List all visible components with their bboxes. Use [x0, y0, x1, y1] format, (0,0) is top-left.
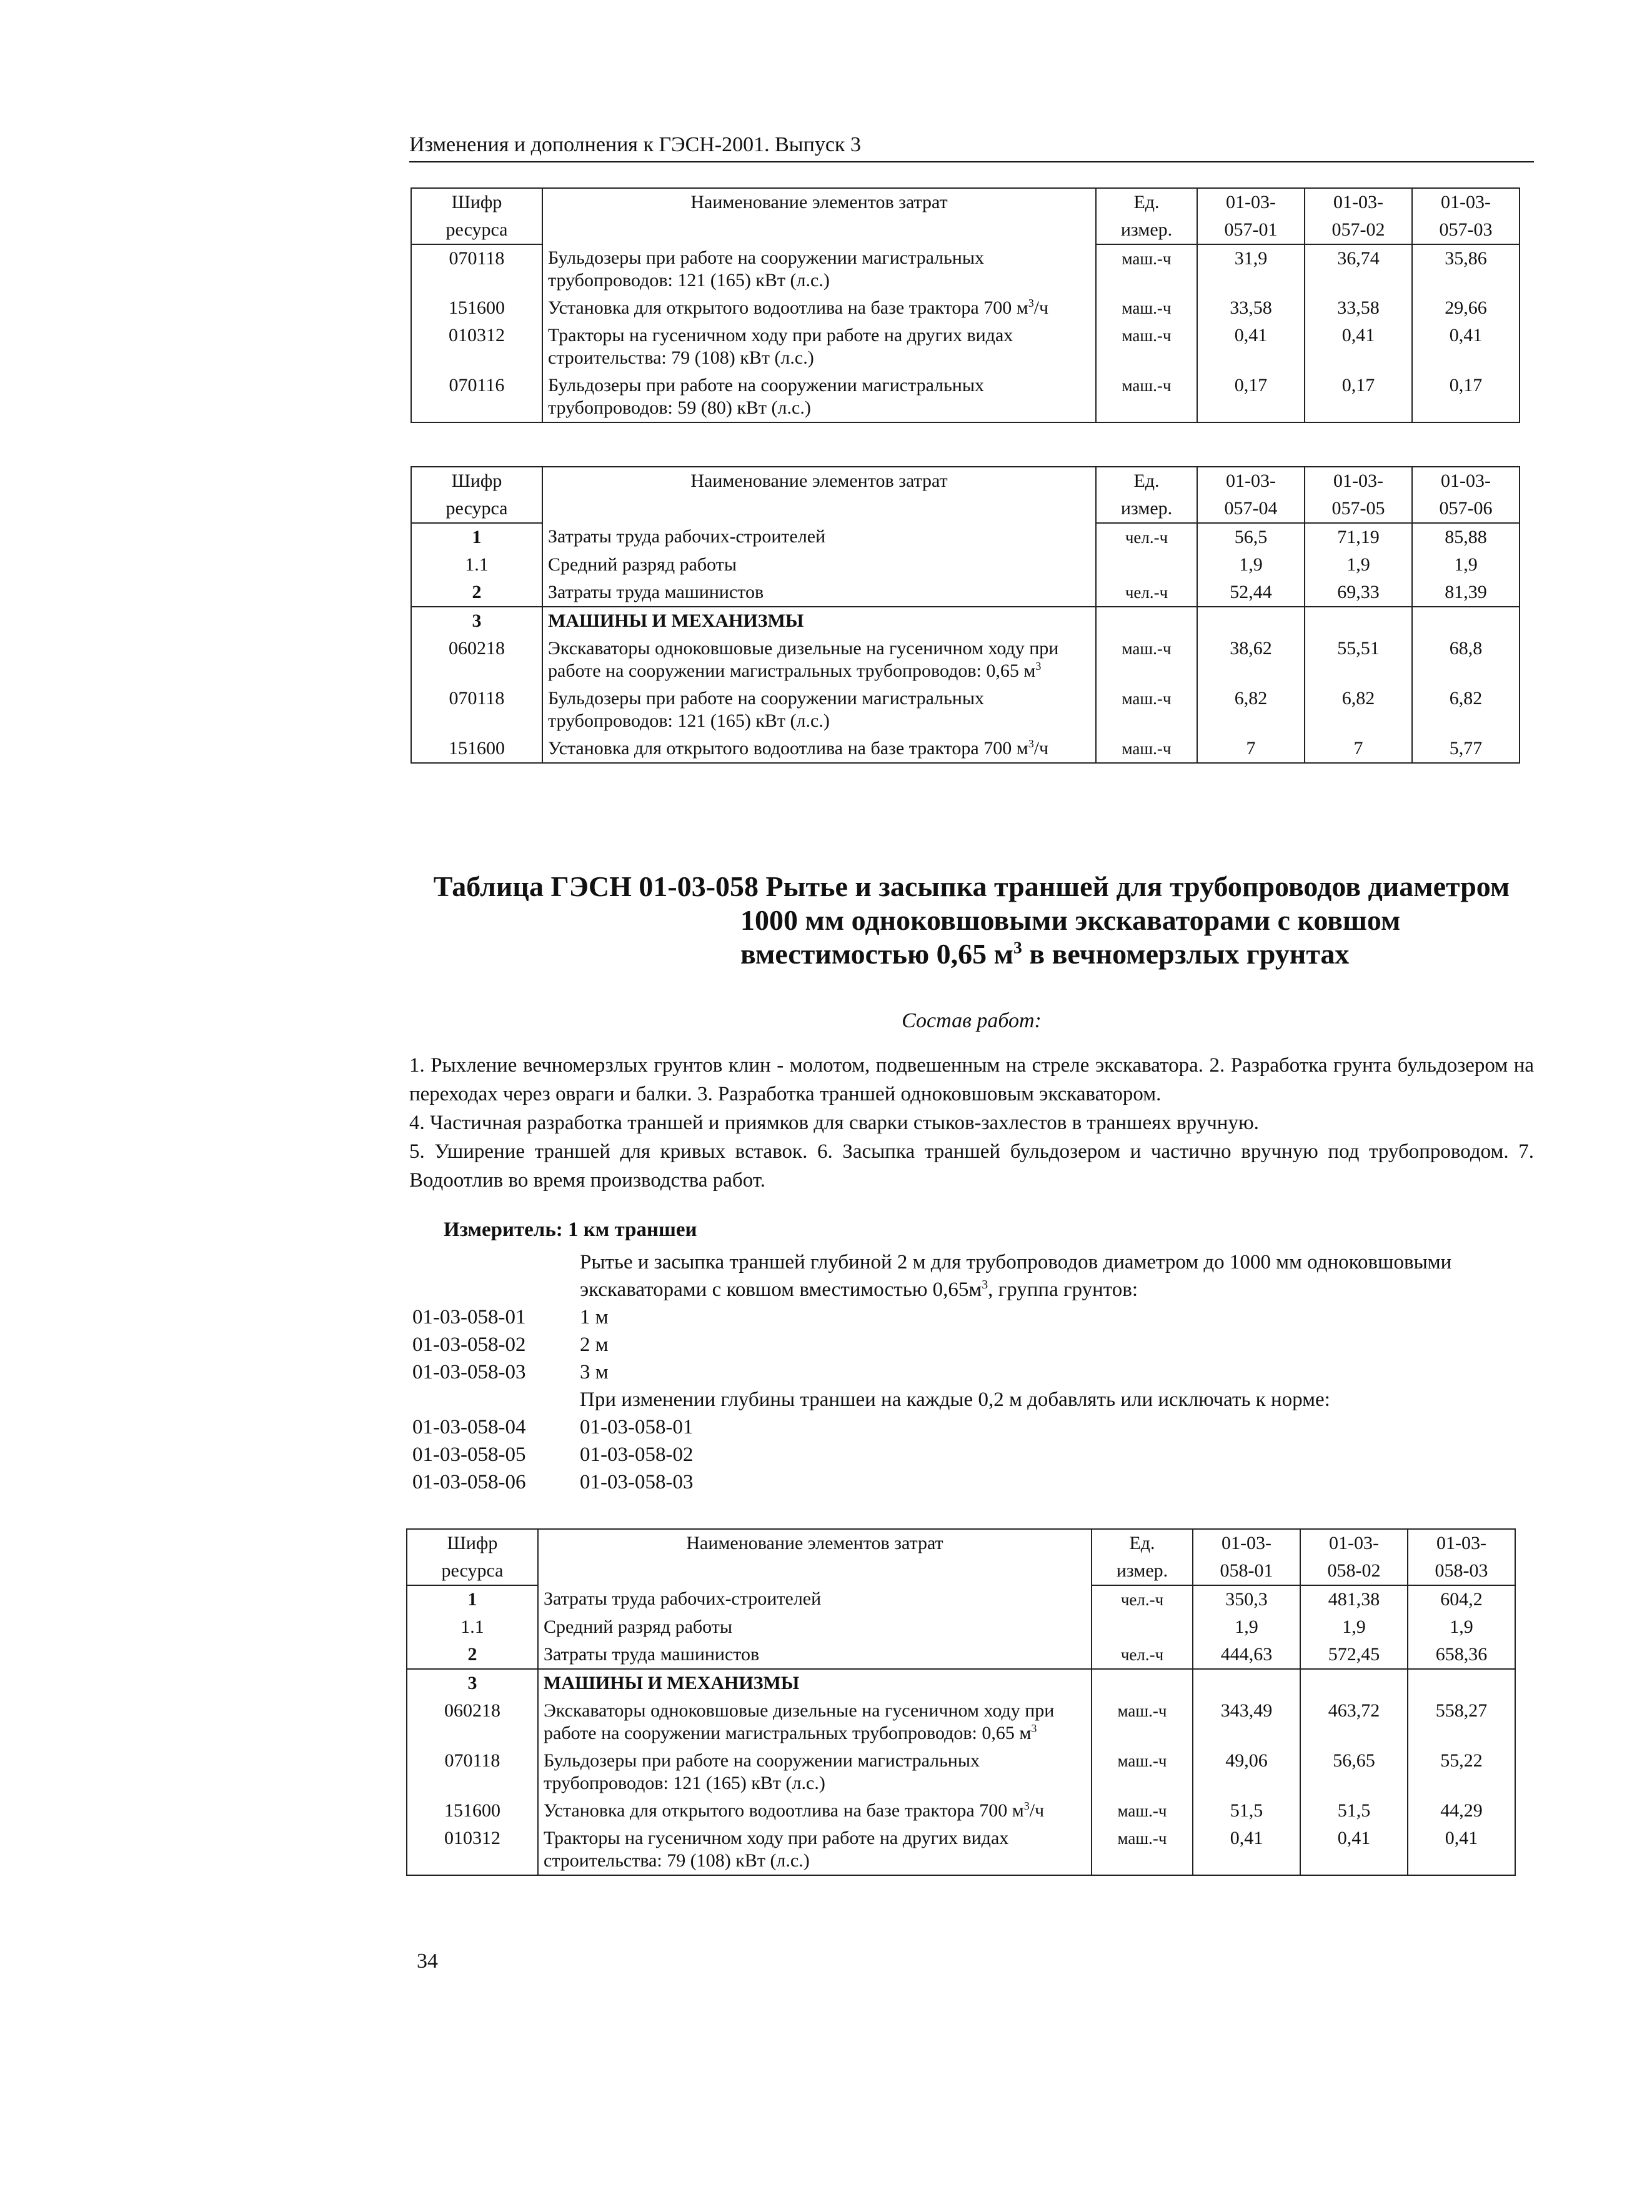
- table-row: [407, 1747, 1515, 1797]
- list-item: [412, 1468, 1537, 1496]
- row-code: 2: [407, 1641, 538, 1669]
- row-value-3: 55,22: [1408, 1747, 1515, 1797]
- header-col-2: 01-03-: [1305, 188, 1412, 216]
- norm-text: 3 м: [580, 1361, 609, 1383]
- row-value-3: 0,17: [1412, 372, 1520, 422]
- table-title-line-2: 1000 мм одноковшовыми экскаваторами с ковшом: [740, 904, 1401, 936]
- table-header: [411, 467, 1520, 523]
- row-code: 3: [411, 607, 542, 635]
- row-value-1: 51,5: [1193, 1797, 1300, 1825]
- row-value-1: 31,9: [1197, 244, 1305, 294]
- row-value-2: 0,41: [1305, 322, 1412, 372]
- list-item: [412, 1413, 1537, 1441]
- list-item: [412, 1331, 1537, 1358]
- row-value-2: 481,38: [1300, 1585, 1408, 1613]
- table-header: [411, 188, 1520, 244]
- table-header: [407, 1529, 1515, 1585]
- row-value-2: 0,17: [1305, 372, 1412, 422]
- header-unit: Ед.: [1092, 1529, 1193, 1557]
- row-value-1: [1193, 1669, 1300, 1697]
- row-value-2: 56,65: [1300, 1747, 1408, 1797]
- norm-text: 2 м: [580, 1333, 609, 1356]
- row-value-3: 658,36: [1408, 1641, 1515, 1669]
- row-unit: [1092, 1669, 1193, 1697]
- row-value-2: 33,58: [1305, 294, 1412, 322]
- norm-description: [580, 1248, 1555, 1303]
- row-value-1: 343,49: [1193, 1697, 1300, 1747]
- row-value-2: 69,33: [1305, 579, 1412, 607]
- superscript: 3: [1023, 1800, 1030, 1812]
- table-title-line-3a: вместимостью 0,65 м: [740, 938, 1013, 970]
- row-value-3: 85,88: [1412, 523, 1520, 551]
- row-value-3: 35,86: [1412, 244, 1520, 294]
- table-row: [407, 1697, 1515, 1747]
- row-value-1: [1197, 607, 1305, 635]
- resource-table-057-04-06: [411, 466, 1520, 764]
- row-unit: маш.-ч: [1096, 635, 1197, 685]
- table-row: [407, 1797, 1515, 1825]
- meter-line: [444, 1218, 697, 1242]
- header-col-2-2: 057-02: [1305, 216, 1412, 244]
- row-value-1: 350,3: [1193, 1585, 1300, 1613]
- row-value-1: 0,41: [1197, 322, 1305, 372]
- header-col-3: 01-03-: [1408, 1529, 1515, 1557]
- row-value-3: 81,39: [1412, 579, 1520, 607]
- norm-code: 01-03-058-02: [412, 1333, 526, 1356]
- row-unit: маш.-ч: [1092, 1797, 1193, 1825]
- row-value-3: 29,66: [1412, 294, 1520, 322]
- row-value-3: 0,41: [1412, 322, 1520, 372]
- row-name: МАШИНЫ И МЕХАНИЗМЫ: [538, 1669, 1092, 1697]
- header-col-1: 01-03-: [1197, 467, 1305, 495]
- row-code: 070118: [407, 1747, 538, 1797]
- row-name-text: Установка для открытого водоотлива на базе трактора 700 м: [548, 297, 1028, 318]
- table-title: [409, 870, 1534, 971]
- row-code: 1.1: [407, 1613, 538, 1641]
- table-section-row: [411, 607, 1520, 635]
- table-row: [411, 635, 1520, 685]
- row-value-3: [1408, 1669, 1515, 1697]
- row-name: [542, 635, 1096, 685]
- row-value-1: 444,63: [1193, 1641, 1300, 1669]
- table-row: [411, 735, 1520, 763]
- list-item: [412, 1441, 1537, 1468]
- row-unit: маш.-ч: [1092, 1825, 1193, 1875]
- row-value-2: 36,74: [1305, 244, 1412, 294]
- row-name: Бульдозеры при работе на сооружении магистральных трубопроводов: 59 (80) кВт (л.с.): [542, 372, 1096, 422]
- row-unit: маш.-ч: [1096, 685, 1197, 735]
- header-code-2: ресурса: [407, 1557, 538, 1585]
- header-col-3-2: 057-06: [1412, 495, 1520, 523]
- row-value-3: 604,2: [1408, 1585, 1515, 1613]
- row-value-2: 7: [1305, 735, 1412, 763]
- meter-value: 1 км траншеи: [568, 1218, 697, 1241]
- row-code: 2: [411, 579, 542, 607]
- superscript: 3: [1035, 660, 1042, 672]
- norm-description-tail: , группа грунтов:: [988, 1278, 1138, 1301]
- norm-list: [412, 1303, 1537, 1496]
- row-unit: маш.-ч: [1092, 1697, 1193, 1747]
- row-value-1: 52,44: [1197, 579, 1305, 607]
- superscript: 3: [1013, 937, 1022, 957]
- row-value-2: 1,9: [1300, 1613, 1408, 1641]
- composition-heading: Состав работ:: [902, 1009, 1042, 1032]
- header-col-3: 01-03-: [1412, 467, 1520, 495]
- table-row: [411, 372, 1520, 422]
- row-unit: чел.-ч: [1092, 1641, 1193, 1669]
- row-value-2: 1,9: [1305, 551, 1412, 579]
- row-value-2: 6,82: [1305, 685, 1412, 735]
- row-unit: маш.-ч: [1096, 244, 1197, 294]
- header-unit-2: измер.: [1096, 495, 1197, 523]
- row-name: [538, 1697, 1092, 1747]
- header-name: Наименование элементов затрат: [542, 188, 1096, 244]
- table-row: [411, 244, 1520, 294]
- row-name: [538, 1797, 1092, 1825]
- resource-table-058-01-03: [406, 1528, 1516, 1876]
- row-value-3: [1412, 607, 1520, 635]
- table-row: [407, 1613, 1515, 1641]
- header-col-1-2: 057-04: [1197, 495, 1305, 523]
- row-name-text: Экскаваторы одноковшовые дизельные на гусеничном ходу при работе на сооружении магистральных трубопроводов: 0,65 м: [548, 638, 1059, 681]
- composition-paragraph-2: 4. Частичная разработка траншей и приямков для сварки стыков-захлестов в траншеях вручную.: [409, 1112, 1259, 1134]
- row-value-3: 6,82: [1412, 685, 1520, 735]
- superscript: 3: [1031, 1722, 1037, 1735]
- header-col-3: 01-03-: [1412, 188, 1520, 216]
- header-col-2: 01-03-: [1300, 1529, 1408, 1557]
- row-name: Затраты труда машинистов: [538, 1641, 1092, 1669]
- row-value-1: 7: [1197, 735, 1305, 763]
- resource-table-057-01-03: [411, 187, 1520, 423]
- table-row: [411, 579, 1520, 607]
- row-unit: маш.-ч: [1096, 322, 1197, 372]
- row-name: Тракторы на гусеничном ходу при работе на других видах строительства: 79 (108) кВт (л.с.): [538, 1825, 1092, 1875]
- row-code: 3: [407, 1669, 538, 1697]
- norm-text: 01-03-058-02: [580, 1443, 694, 1466]
- row-value-1: 1,9: [1193, 1613, 1300, 1641]
- row-code: 070118: [411, 685, 542, 735]
- row-name: Средний разряд работы: [542, 551, 1096, 579]
- norm-text: 01-03-058-03: [580, 1471, 694, 1493]
- row-value-3: 1,9: [1408, 1613, 1515, 1641]
- list-note: [412, 1386, 1537, 1413]
- row-value-1: 0,17: [1197, 372, 1305, 422]
- row-code: 060218: [407, 1697, 538, 1747]
- header-col-3-2: 058-03: [1408, 1557, 1515, 1585]
- row-name: МАШИНЫ И МЕХАНИЗМЫ: [542, 607, 1096, 635]
- table-row: [407, 1641, 1515, 1669]
- table-row: [407, 1585, 1515, 1613]
- header-code-2: ресурса: [411, 216, 542, 244]
- header-name: Наименование элементов затрат: [542, 467, 1096, 523]
- row-name: Затраты труда рабочих-строителей: [538, 1585, 1092, 1613]
- table-title-line-3b: в вечномерзлых грунтах: [1022, 938, 1350, 970]
- table-row: [407, 1825, 1515, 1875]
- row-value-1: 49,06: [1193, 1747, 1300, 1797]
- row-value-1: 0,41: [1193, 1825, 1300, 1875]
- row-value-2: [1300, 1669, 1408, 1697]
- row-name: Затраты труда рабочих-строителей: [542, 523, 1096, 551]
- row-value-2: 572,45: [1300, 1641, 1408, 1669]
- header-code: Шифр: [407, 1529, 538, 1557]
- row-unit: маш.-ч: [1096, 372, 1197, 422]
- row-value-1: 56,5: [1197, 523, 1305, 551]
- row-name: [542, 735, 1096, 763]
- row-value-3: 558,27: [1408, 1697, 1515, 1747]
- header-col-1: 01-03-: [1193, 1529, 1300, 1557]
- header-unit-2: измер.: [1092, 1557, 1193, 1585]
- norm-text: 01-03-058-01: [580, 1416, 694, 1438]
- row-value-2: 51,5: [1300, 1797, 1408, 1825]
- row-name-text: Установка для открытого водоотлива на базе трактора 700 м: [544, 1800, 1024, 1821]
- header-col-3-2: 057-03: [1412, 216, 1520, 244]
- row-name-tail: /ч: [1029, 1800, 1045, 1821]
- row-code: 060218: [411, 635, 542, 685]
- row-name: Затраты труда машинистов: [542, 579, 1096, 607]
- row-name: Бульдозеры при работе на сооружении магистральных трубопроводов: 121 (165) кВт (л.с.): [538, 1747, 1092, 1797]
- row-name-text: Экскаваторы одноковшовые дизельные на гусеничном ходу при работе на сооружении магистральных трубопроводов: 0,65 м: [544, 1700, 1055, 1743]
- row-unit: чел.-ч: [1096, 579, 1197, 607]
- norm-description-text: Рытье и засыпка траншей глубиной 2 м для трубопроводов диаметром до 1000 мм одноковшовыми экскаваторами с ковшом вместимостью 0,65м: [580, 1251, 1452, 1301]
- row-unit: маш.-ч: [1096, 735, 1197, 763]
- norm-text: 1 м: [580, 1306, 609, 1328]
- row-name: Бульдозеры при работе на сооружении магистральных трубопроводов: 121 (165) кВт (л.с.): [542, 685, 1096, 735]
- norm-code: 01-03-058-05: [412, 1443, 526, 1466]
- row-name: [542, 294, 1096, 322]
- list-item: [412, 1303, 1537, 1331]
- header-unit: Ед.: [1096, 188, 1197, 216]
- row-unit: [1092, 1613, 1193, 1641]
- row-name-tail: /ч: [1033, 738, 1049, 759]
- row-unit: чел.-ч: [1096, 523, 1197, 551]
- row-code: 010312: [411, 322, 542, 372]
- running-header: Изменения и дополнения к ГЭСН-2001. Выпуск 3: [409, 133, 861, 156]
- row-value-3: 0,41: [1408, 1825, 1515, 1875]
- norm-code: 01-03-058-06: [412, 1471, 526, 1493]
- norm-code: 01-03-058-04: [412, 1416, 526, 1438]
- table-section-row: [407, 1669, 1515, 1697]
- superscript: 3: [1028, 737, 1034, 750]
- row-value-1: 6,82: [1197, 685, 1305, 735]
- row-unit: маш.-ч: [1092, 1747, 1193, 1797]
- row-unit: [1096, 551, 1197, 579]
- header-name: Наименование элементов затрат: [538, 1529, 1092, 1585]
- row-value-3: 5,77: [1412, 735, 1520, 763]
- table-title-line-3: [409, 937, 1534, 971]
- page-number: 34: [417, 1950, 438, 1973]
- header-col-1-2: 057-01: [1197, 216, 1305, 244]
- row-name: Средний разряд работы: [538, 1613, 1092, 1641]
- table-row: [411, 294, 1520, 322]
- row-code: 151600: [411, 294, 542, 322]
- table-row: [411, 322, 1520, 372]
- row-unit: чел.-ч: [1092, 1585, 1193, 1613]
- row-value-2: [1305, 607, 1412, 635]
- composition-paragraph-1: 1. Рыхление вечномерзлых грунтов клин - молотом, подвешенным на стреле экскаватора. 2. Разработка грунта бульдозером на переходах через овраги и балки. 3. Разработка траншей одноковшовым экскаватором.: [409, 1054, 1534, 1105]
- header-unit: Ед.: [1096, 467, 1197, 495]
- row-value-2: 55,51: [1305, 635, 1412, 685]
- row-code: 151600: [411, 735, 542, 763]
- row-value-2: 463,72: [1300, 1697, 1408, 1747]
- depth-change-note: При изменении глубины траншеи на каждые 0,2 м добавлять или исключать к норме:: [580, 1388, 1330, 1411]
- header-col-1: 01-03-: [1197, 188, 1305, 216]
- norm-code: 01-03-058-03: [412, 1361, 526, 1383]
- row-value-3: 68,8: [1412, 635, 1520, 685]
- table-row: [411, 551, 1520, 579]
- superscript: 3: [1028, 297, 1034, 309]
- header-col-2-2: 058-02: [1300, 1557, 1408, 1585]
- row-value-1: 33,58: [1197, 294, 1305, 322]
- header-col-2: 01-03-: [1305, 467, 1412, 495]
- row-unit: [1096, 607, 1197, 635]
- row-value-1: 38,62: [1197, 635, 1305, 685]
- row-value-2: 0,41: [1300, 1825, 1408, 1875]
- table-title-line-1: Таблица ГЭСН 01-03-058 Рытье и засыпка траншей для трубопроводов диаметром: [433, 870, 1510, 902]
- row-name-tail: /ч: [1033, 297, 1049, 318]
- list-item: [412, 1358, 1537, 1386]
- row-name: Бульдозеры при работе на сооружении магистральных трубопроводов: 121 (165) кВт (л.с.): [542, 244, 1096, 294]
- row-code: 1: [407, 1585, 538, 1613]
- composition-paragraph-3: 5. Уширение траншей для кривых вставок. 6. Засыпка траншей бульдозером и частично вручную под трубопроводом. 7. Водоотлив во время производства работ.: [409, 1140, 1534, 1192]
- row-code: 070118: [411, 244, 542, 294]
- row-unit: маш.-ч: [1096, 294, 1197, 322]
- table-row: [411, 685, 1520, 735]
- row-code: 1.1: [411, 551, 542, 579]
- row-name-text: Установка для открытого водоотлива на базе трактора 700 м: [548, 738, 1028, 759]
- header-code-2: ресурса: [411, 495, 542, 523]
- header-col-2-2: 057-05: [1305, 495, 1412, 523]
- norm-code: 01-03-058-01: [412, 1306, 526, 1328]
- row-code: 151600: [407, 1797, 538, 1825]
- row-value-3: 44,29: [1408, 1797, 1515, 1825]
- composition-text: [409, 1051, 1534, 1195]
- row-value-2: 71,19: [1305, 523, 1412, 551]
- header-unit-2: измер.: [1096, 216, 1197, 244]
- row-code: 070116: [411, 372, 542, 422]
- header-code: Шифр: [411, 467, 542, 495]
- header-code: Шифр: [411, 188, 542, 216]
- header-rule: [409, 161, 1534, 162]
- superscript: 3: [982, 1278, 988, 1292]
- header-col-1-2: 058-01: [1193, 1557, 1300, 1585]
- row-value-1: 1,9: [1197, 551, 1305, 579]
- row-value-3: 1,9: [1412, 551, 1520, 579]
- meter-label: Измеритель:: [444, 1218, 563, 1241]
- row-code: 1: [411, 523, 542, 551]
- row-code: 010312: [407, 1825, 538, 1875]
- table-row: [411, 523, 1520, 551]
- row-name: Тракторы на гусеничном ходу при работе на других видах строительства: 79 (108) кВт (л.с.): [542, 322, 1096, 372]
